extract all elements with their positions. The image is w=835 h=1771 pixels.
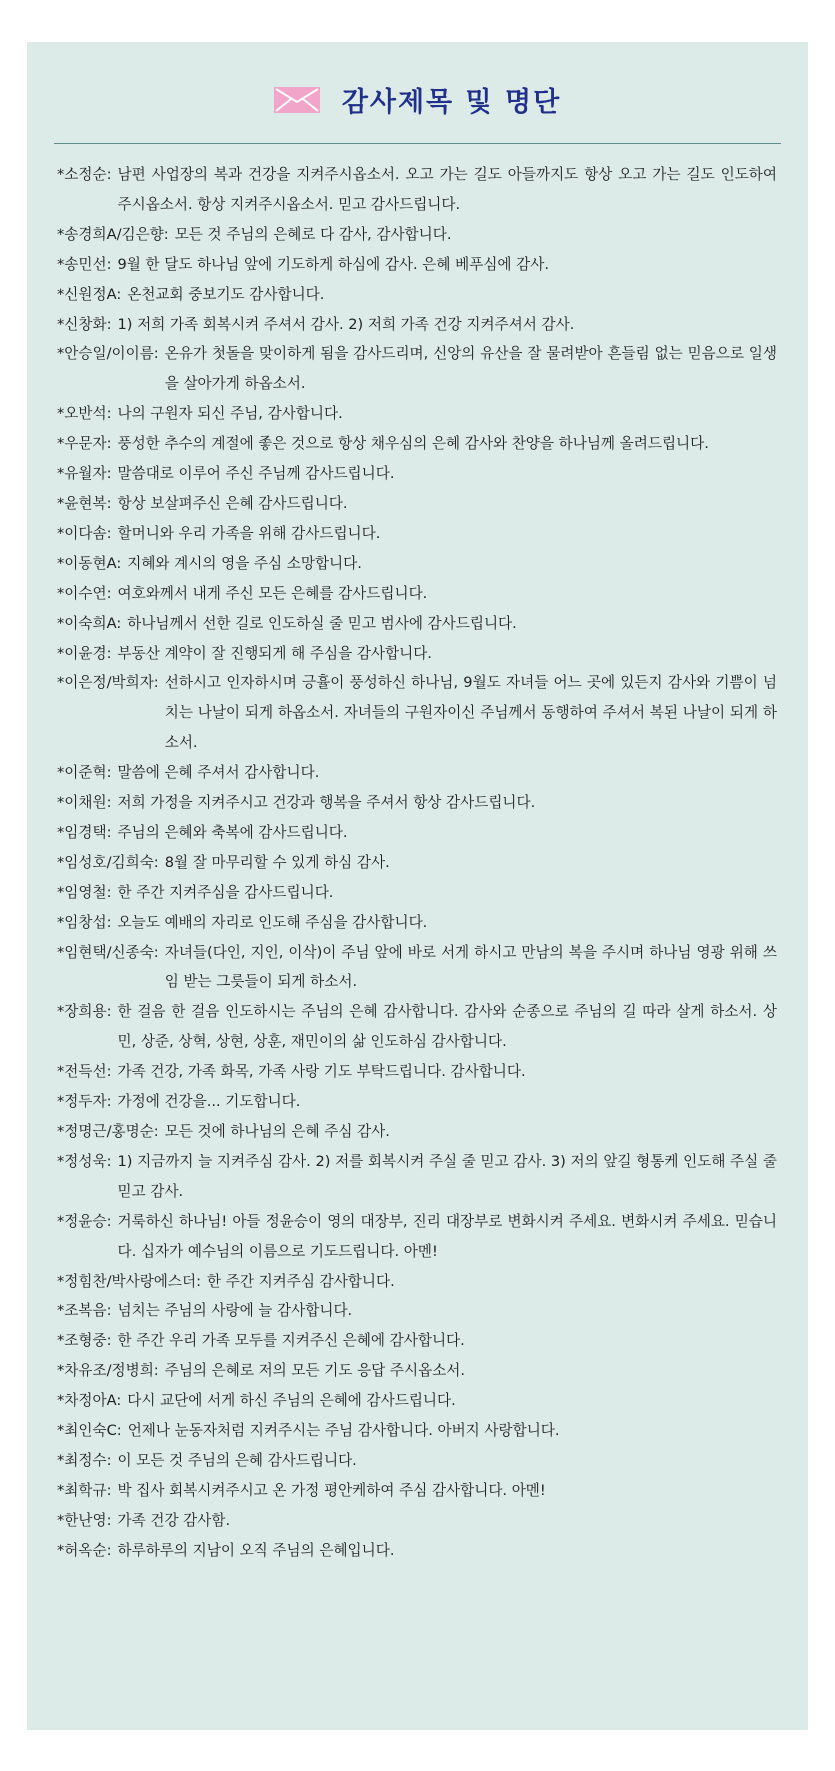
entry-name: *이채원: [57, 794, 112, 812]
list-item [57, 489, 777, 519]
entry-text: 한 주간 지켜주심 감사합니다. [207, 1272, 395, 1290]
entry-name: *이숙희A: [57, 614, 122, 632]
entry-name: *임성호/김희숙: [57, 853, 159, 871]
list-item [57, 250, 777, 280]
entry-name: *신창화: [57, 315, 112, 333]
entry-text: 주님의 은혜와 축복에 감사드립니다. [117, 823, 348, 841]
list-item [57, 848, 777, 878]
list-item [57, 579, 777, 609]
entry-text: 말씀에 은혜 주셔서 감사합니다. [117, 764, 320, 782]
entry-name: *오반석: [57, 405, 112, 423]
list-item [57, 1386, 777, 1416]
list-item [57, 280, 777, 310]
entry-text: 박 집사 회복시켜주시고 온 가정 평안케하여 주심 감사합니다. 아멘! [117, 1481, 546, 1499]
list-item [57, 429, 777, 459]
list-item [57, 1057, 777, 1087]
list-item [57, 549, 777, 579]
entry-text: 하루하루의 지남이 오직 주님의 은혜입니다. [117, 1541, 395, 1559]
entry-text: 지혜와 계시의 영을 주심 소망합니다. [127, 554, 362, 572]
entry-text: 주님의 은혜로 저의 모든 기도 응답 주시옵소서. [164, 1362, 466, 1380]
entry-text: 부동산 계약이 잘 진행되게 해 주심을 감사합니다. [117, 644, 432, 662]
entry-name: *허옥순: [57, 1541, 112, 1559]
entry-text: 9월 한 달도 하나님 앞에 기도하게 하심에 감사. 은혜 베푸심에 감사. [117, 255, 550, 273]
entry-name: *정명근/홍명순: [57, 1123, 159, 1140]
entry-name: *정힘찬/박사랑에스더: [57, 1272, 202, 1290]
entry-text: 나의 구원자 되신 주님, 감사합니다. [117, 405, 343, 423]
entry-text: 가족 건강, 가족 화목, 가족 사랑 기도 부탁드립니다. 감사합니다. [117, 1063, 526, 1081]
list-item [57, 997, 777, 1057]
list-item [57, 1117, 777, 1147]
entry-name: *임창섭: [57, 913, 112, 931]
entry-name: *이은정/박희자: [57, 674, 159, 692]
entry-text: 저희 가정을 지켜주시고 건강과 행복을 주셔서 항상 감사드립니다. [117, 794, 536, 812]
entry-name: *이윤경: [57, 644, 112, 662]
entry-name: *조형중: [57, 1332, 112, 1350]
entry-name: *차유조/정병희: [57, 1362, 159, 1380]
entry-name: *조복음: [57, 1302, 112, 1320]
entry-name: *최정수: [57, 1451, 112, 1469]
entry-name: *정성욱: [57, 1152, 112, 1170]
entry-text: 언제나 눈동자처럼 지켜주시는 주님 감사합니다. 아버지 사랑합니다. [127, 1422, 560, 1440]
list-item [57, 758, 777, 788]
entry-text: 가족 건강 감사함. [117, 1511, 231, 1529]
entry-text: 자녀들(다인, 지인, 이삭)이 주님 앞에 바로 서게 하시고 만남의 복을 주시며 하나님 영광 위해 쓰임 받는 그릇들이 되게 하소서. [164, 943, 777, 991]
entry-name: *소정순: [57, 166, 112, 183]
entry-name: *임경택: [57, 823, 112, 841]
list-item [57, 1506, 777, 1536]
prayer-list-panel [27, 42, 808, 1730]
entry-name: *정윤승: [57, 1212, 112, 1230]
entry-name: *임현택/신종숙: [57, 943, 159, 961]
entry-text: 다시 교단에 서게 하신 주님의 은혜에 감사드립니다. [127, 1392, 456, 1410]
entry-name: *차정아A: [57, 1392, 122, 1410]
entry-text: 할머니와 우리 가족을 위해 감사드립니다. [117, 524, 381, 542]
entry-name: *신원정A: [57, 285, 122, 303]
entry-name: *이준혁: [57, 764, 112, 782]
header-divider [54, 143, 781, 144]
entry-name: *안승일/이이름: [57, 345, 159, 363]
entry-name: *전득선: [57, 1063, 112, 1081]
entry-text: 모든 것에 하나님의 은혜 주심 감사. [164, 1123, 390, 1140]
entry-text: 여호와께서 내게 주신 모든 은혜를 감사드립니다. [117, 584, 428, 602]
entry-text: 남편 사업장의 복과 건강을 지켜주시옵소서. 오고 가는 길도 아들까지도 항상 오고 가는 길도 인도하여 주시옵소서. 항상 지켜주시옵소서. 믿고 감사드립니다. [117, 166, 777, 213]
entry-text: 풍성한 추수의 계절에 좋은 것으로 항상 채우심의 은혜 감사와 찬양을 하나님께 올려드립니다. [117, 435, 709, 453]
entry-text: 1) 저희 가족 회복시켜 주셔서 감사. 2) 저희 가족 건강 지켜주셔서 감사. [117, 315, 575, 333]
entry-name: *송민선: [57, 255, 112, 273]
entry-text: 모든 것 주님의 은혜로 다 감사, 감사합니다. [174, 225, 452, 243]
prayer-list [57, 160, 777, 1566]
entry-name: *장희용: [57, 1003, 112, 1021]
list-item [57, 1207, 777, 1267]
entry-text: 하나님께서 선한 길로 인도하실 줄 믿고 범사에 감사드립니다. [127, 614, 517, 632]
page-title: 감사제목 및 명단 [341, 87, 562, 118]
entry-text: 가정에 건강을... 기도합니다. [117, 1093, 301, 1111]
entry-name: *정두자: [57, 1093, 112, 1111]
list-item [57, 1296, 777, 1326]
entry-name: *최인숙C: [57, 1422, 122, 1440]
list-item [57, 339, 777, 399]
entry-name: *임영철: [57, 883, 112, 901]
list-item [57, 1147, 777, 1207]
entry-text: 말씀대로 이루어 주신 주님께 감사드립니다. [117, 465, 395, 483]
list-item [57, 1536, 777, 1566]
entry-text: 한 주간 우리 가족 모두를 지켜주신 은혜에 감사합니다. [117, 1332, 465, 1350]
list-item [57, 160, 777, 220]
envelope-icon [274, 87, 320, 113]
entry-name: *우문자: [57, 435, 112, 453]
entry-text: 선하시고 인자하시며 긍휼이 풍성하신 하나님, 9월도 자녀들 어느 곳에 있든지 감사와 기쁨이 넘치는 나날이 되게 하옵소서. 자녀들의 구원자이신 주님께서 동행하여 주셔서 복된 나날이 되게 하소서. [164, 674, 777, 752]
entry-text: 온유가 첫돌을 맞이하게 됨을 감사드리며, 신앙의 유산을 잘 물려받아 흔들림 없는 믿음으로 일생을 살아가게 하옵소서. [164, 345, 777, 393]
entry-text: 거룩하신 하나님! 아들 정윤승이 영의 대장부, 진리 대장부로 변화시켜 주세요. 변화시켜 주세요. 믿습니다. 십자가 예수님의 이름으로 기도드립니다. 아멘! [117, 1212, 777, 1260]
entry-name: *윤현복: [57, 494, 112, 512]
list-item [57, 1356, 777, 1386]
entry-text: 넘치는 주님의 사랑에 늘 감사합니다. [117, 1302, 353, 1320]
entry-text: 항상 보살펴주신 은혜 감사드립니다. [117, 494, 348, 512]
list-item [57, 220, 777, 250]
list-item [57, 1446, 777, 1476]
entry-name: *송경희A/김은향: [57, 225, 169, 243]
entry-name: *유월자: [57, 465, 112, 483]
list-item [57, 668, 777, 758]
list-item [57, 459, 777, 489]
entry-text: 한 주간 지켜주심을 감사드립니다. [117, 883, 334, 901]
list-item [57, 1476, 777, 1506]
list-item [57, 399, 777, 429]
list-item [57, 818, 777, 848]
entry-text: 오늘도 예배의 자리로 인도해 주심을 감사합니다. [117, 913, 428, 931]
entry-text: 8월 잘 마무리할 수 있게 하심 감사. [164, 853, 390, 871]
list-item [57, 1087, 777, 1117]
list-item [57, 639, 777, 669]
entry-text: 한 걸음 한 걸음 인도하시는 주님의 은혜 감사합니다. 감사와 순종으로 주님의 길 따라 살게 하소서. 상민, 상준, 상혁, 상현, 상훈, 재민이의 삶 인도하심 감사합니다. [117, 1003, 777, 1051]
list-item [57, 878, 777, 908]
entry-name: *최학규: [57, 1481, 112, 1499]
entry-name: *이다솜: [57, 524, 112, 542]
header [27, 80, 808, 130]
list-item [57, 938, 777, 998]
list-item [57, 609, 777, 639]
list-item [57, 1267, 777, 1297]
list-item [57, 310, 777, 340]
entry-name: *이수연: [57, 584, 112, 602]
entry-text: 이 모든 것 주님의 은혜 감사드립니다. [117, 1451, 357, 1469]
entry-text: 온천교회 중보기도 감사합니다. [127, 285, 325, 303]
list-item [57, 788, 777, 818]
list-item [57, 519, 777, 549]
entry-name: *한난영: [57, 1511, 112, 1529]
entry-text: 1) 지금까지 늘 지켜주심 감사. 2) 저를 회복시켜 주실 줄 믿고 감사. 3) 저의 앞길 형통케 인도해 주실 줄 믿고 감사. [117, 1152, 777, 1200]
list-item [57, 908, 777, 938]
list-item [57, 1416, 777, 1446]
list-item [57, 1326, 777, 1356]
entry-name: *이동현A: [57, 554, 122, 572]
